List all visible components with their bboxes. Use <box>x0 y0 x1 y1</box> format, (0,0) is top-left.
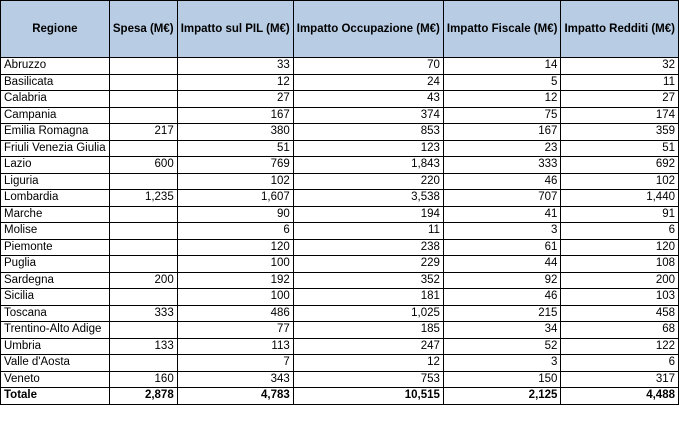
cell-fiscale: 46 <box>443 173 561 190</box>
cell-fiscale: 150 <box>443 371 561 388</box>
cell-spesa <box>109 223 177 240</box>
cell-spesa <box>109 140 177 157</box>
table-row <box>1 338 679 355</box>
header-impatto-occupazione: Impatto Occupazione (M€) <box>293 1 443 58</box>
cell-occupazione: 185 <box>293 322 443 339</box>
total-occupazione: 10,515 <box>293 388 443 405</box>
cell-pil: 51 <box>177 140 293 157</box>
cell-fiscale: 3 <box>443 355 561 372</box>
cell-spesa: 200 <box>109 272 177 289</box>
cell-fiscale: 46 <box>443 289 561 306</box>
table-row <box>1 223 679 240</box>
cell-spesa <box>109 107 177 124</box>
cell-fiscale: 92 <box>443 272 561 289</box>
cell-redditi: 6 <box>561 223 679 240</box>
total-spesa: 2,878 <box>109 388 177 405</box>
cell-pil: 486 <box>177 305 293 322</box>
cell-redditi: 692 <box>561 157 679 174</box>
cell-spesa <box>109 173 177 190</box>
cell-regione: Abruzzo <box>1 58 110 75</box>
cell-regione: Sardegna <box>1 272 110 289</box>
cell-regione: Marche <box>1 206 110 223</box>
cell-occupazione: 194 <box>293 206 443 223</box>
cell-occupazione: 43 <box>293 91 443 108</box>
cell-regione: Lombardia <box>1 190 110 207</box>
cell-occupazione: 229 <box>293 256 443 273</box>
cell-regione: Molise <box>1 223 110 240</box>
table-row <box>1 355 679 372</box>
cell-fiscale: 52 <box>443 338 561 355</box>
cell-spesa <box>109 289 177 306</box>
cell-regione: Valle d'Aosta <box>1 355 110 372</box>
cell-occupazione: 70 <box>293 58 443 75</box>
cell-spesa: 133 <box>109 338 177 355</box>
cell-pil: 102 <box>177 173 293 190</box>
cell-regione: Lazio <box>1 157 110 174</box>
cell-occupazione: 12 <box>293 355 443 372</box>
header-spesa: Spesa (M€) <box>109 1 177 58</box>
cell-occupazione: 3,538 <box>293 190 443 207</box>
cell-redditi: 359 <box>561 124 679 141</box>
header-regione: Regione <box>1 1 110 58</box>
cell-pil: 33 <box>177 58 293 75</box>
cell-pil: 120 <box>177 239 293 256</box>
cell-pil: 6 <box>177 223 293 240</box>
cell-regione: Piemonte <box>1 239 110 256</box>
header-row <box>1 1 679 58</box>
table-row <box>1 206 679 223</box>
cell-fiscale: 5 <box>443 74 561 91</box>
cell-redditi: 317 <box>561 371 679 388</box>
cell-fiscale: 44 <box>443 256 561 273</box>
cell-redditi: 32 <box>561 58 679 75</box>
table-row <box>1 124 679 141</box>
cell-regione: Calabria <box>1 91 110 108</box>
cell-redditi: 122 <box>561 338 679 355</box>
table-row <box>1 107 679 124</box>
total-fiscale: 2,125 <box>443 388 561 405</box>
cell-fiscale: 167 <box>443 124 561 141</box>
total-redditi: 4,488 <box>561 388 679 405</box>
cell-spesa: 600 <box>109 157 177 174</box>
cell-redditi: 27 <box>561 91 679 108</box>
cell-pil: 7 <box>177 355 293 372</box>
table-row <box>1 74 679 91</box>
table-row <box>1 173 679 190</box>
cell-occupazione: 11 <box>293 223 443 240</box>
cell-pil: 100 <box>177 256 293 273</box>
cell-redditi: 108 <box>561 256 679 273</box>
cell-spesa <box>109 58 177 75</box>
cell-spesa: 333 <box>109 305 177 322</box>
header-impatto-fiscale: Impatto Fiscale (M€) <box>443 1 561 58</box>
cell-redditi: 458 <box>561 305 679 322</box>
cell-occupazione: 24 <box>293 74 443 91</box>
cell-fiscale: 707 <box>443 190 561 207</box>
cell-redditi: 120 <box>561 239 679 256</box>
cell-redditi: 103 <box>561 289 679 306</box>
cell-fiscale: 75 <box>443 107 561 124</box>
table-row <box>1 305 679 322</box>
cell-fiscale: 23 <box>443 140 561 157</box>
total-row <box>1 388 679 405</box>
cell-spesa <box>109 91 177 108</box>
cell-occupazione: 352 <box>293 272 443 289</box>
cell-pil: 100 <box>177 289 293 306</box>
table-row <box>1 58 679 75</box>
cell-spesa <box>109 206 177 223</box>
cell-spesa <box>109 355 177 372</box>
cell-occupazione: 1,843 <box>293 157 443 174</box>
cell-fiscale: 41 <box>443 206 561 223</box>
cell-pil: 12 <box>177 74 293 91</box>
cell-pil: 167 <box>177 107 293 124</box>
cell-redditi: 68 <box>561 322 679 339</box>
header-impatto-pil: Impatto sul PIL (M€) <box>177 1 293 58</box>
cell-pil: 27 <box>177 91 293 108</box>
table-row <box>1 272 679 289</box>
cell-regione: Puglia <box>1 256 110 273</box>
cell-occupazione: 247 <box>293 338 443 355</box>
cell-regione: Liguria <box>1 173 110 190</box>
cell-pil: 380 <box>177 124 293 141</box>
cell-occupazione: 181 <box>293 289 443 306</box>
cell-fiscale: 333 <box>443 157 561 174</box>
cell-occupazione: 374 <box>293 107 443 124</box>
table-row <box>1 289 679 306</box>
cell-pil: 769 <box>177 157 293 174</box>
cell-fiscale: 61 <box>443 239 561 256</box>
cell-regione: Emilia Romagna <box>1 124 110 141</box>
cell-pil: 113 <box>177 338 293 355</box>
cell-regione: Veneto <box>1 371 110 388</box>
cell-pil: 343 <box>177 371 293 388</box>
cell-occupazione: 1,025 <box>293 305 443 322</box>
cell-occupazione: 220 <box>293 173 443 190</box>
cell-redditi: 51 <box>561 140 679 157</box>
table-row <box>1 91 679 108</box>
cell-fiscale: 215 <box>443 305 561 322</box>
cell-redditi: 1,440 <box>561 190 679 207</box>
cell-spesa <box>109 256 177 273</box>
cell-pil: 1,607 <box>177 190 293 207</box>
cell-occupazione: 238 <box>293 239 443 256</box>
cell-spesa <box>109 239 177 256</box>
cell-regione: Basilicata <box>1 74 110 91</box>
cell-spesa <box>109 322 177 339</box>
table-row <box>1 190 679 207</box>
cell-pil: 192 <box>177 272 293 289</box>
cell-regione: Sicilia <box>1 289 110 306</box>
cell-spesa: 217 <box>109 124 177 141</box>
total-regione: Totale <box>1 388 110 405</box>
table-row <box>1 256 679 273</box>
total-pil: 4,783 <box>177 388 293 405</box>
cell-pil: 90 <box>177 206 293 223</box>
cell-regione: Friuli Venezia Giulia <box>1 140 110 157</box>
table-row <box>1 322 679 339</box>
cell-fiscale: 12 <box>443 91 561 108</box>
cell-spesa: 1,235 <box>109 190 177 207</box>
cell-pil: 77 <box>177 322 293 339</box>
cell-fiscale: 3 <box>443 223 561 240</box>
header-impatto-redditi: Impatto Redditi (M€) <box>561 1 679 58</box>
cell-redditi: 174 <box>561 107 679 124</box>
cell-occupazione: 853 <box>293 124 443 141</box>
cell-occupazione: 753 <box>293 371 443 388</box>
cell-regione: Trentino-Alto Adige <box>1 322 110 339</box>
cell-fiscale: 34 <box>443 322 561 339</box>
table-row <box>1 371 679 388</box>
cell-regione: Umbria <box>1 338 110 355</box>
table-row <box>1 157 679 174</box>
cell-regione: Campania <box>1 107 110 124</box>
cell-redditi: 6 <box>561 355 679 372</box>
cell-redditi: 102 <box>561 173 679 190</box>
cell-redditi: 11 <box>561 74 679 91</box>
cell-redditi: 91 <box>561 206 679 223</box>
cell-regione: Toscana <box>1 305 110 322</box>
cell-spesa <box>109 74 177 91</box>
cell-fiscale: 14 <box>443 58 561 75</box>
cell-redditi: 200 <box>561 272 679 289</box>
cell-occupazione: 123 <box>293 140 443 157</box>
table-row <box>1 239 679 256</box>
table-row <box>1 140 679 157</box>
cell-spesa: 160 <box>109 371 177 388</box>
